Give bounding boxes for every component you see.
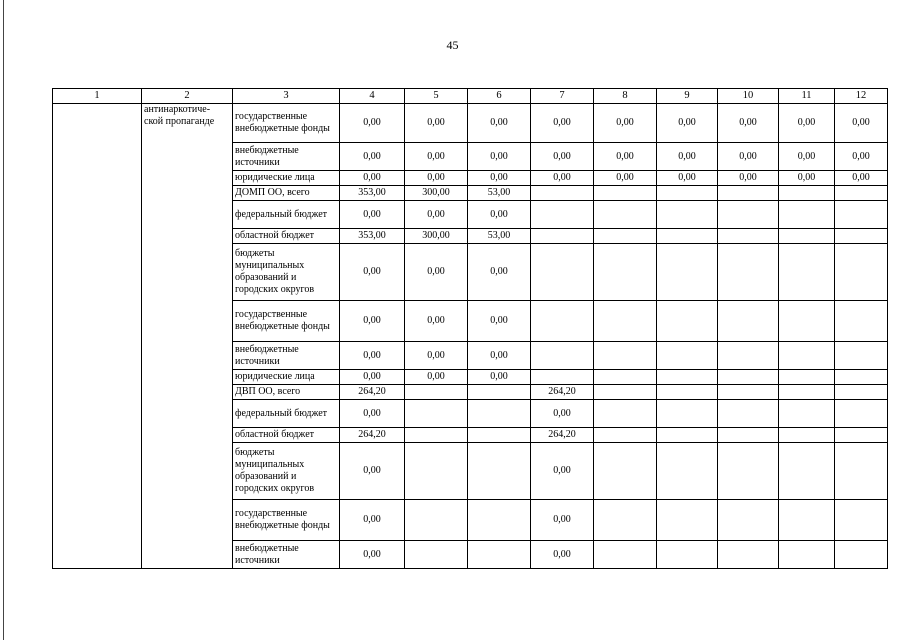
amount-cell: [657, 541, 718, 569]
amount-cell: 300,00: [405, 186, 468, 201]
amount-cell: 0,00: [405, 244, 468, 301]
amount-cell: [718, 370, 779, 385]
amount-cell: [594, 428, 657, 443]
amount-cell: [779, 541, 835, 569]
amount-cell: 0,00: [779, 104, 835, 143]
amount-cell: 0,00: [340, 143, 405, 171]
amount-cell: 0,00: [468, 143, 531, 171]
amount-cell: [657, 301, 718, 342]
amount-cell: [468, 541, 531, 569]
amount-cell: [405, 400, 468, 428]
amount-cell: 0,00: [594, 171, 657, 186]
amount-cell: [594, 229, 657, 244]
amount-cell: 0,00: [531, 143, 594, 171]
amount-cell: [531, 186, 594, 201]
amount-cell: 0,00: [531, 443, 594, 500]
amount-cell: 0,00: [594, 143, 657, 171]
funding-source-cell: бюджеты муниципальных образований и городских округов: [233, 443, 340, 500]
amount-cell: [657, 428, 718, 443]
amount-cell: [835, 342, 888, 370]
amount-cell: [779, 244, 835, 301]
funding-source-cell: ДОМП ОО, всего: [233, 186, 340, 201]
header-row: [53, 89, 888, 104]
amount-cell: [657, 186, 718, 201]
amount-cell: [594, 500, 657, 541]
amount-cell: [594, 186, 657, 201]
amount-cell: [779, 370, 835, 385]
amount-cell: [835, 400, 888, 428]
amount-cell: [718, 443, 779, 500]
amount-cell: 0,00: [340, 400, 405, 428]
amount-cell: 0,00: [340, 201, 405, 229]
column-1-cell: [53, 104, 142, 569]
amount-cell: [405, 500, 468, 541]
amount-cell: [779, 229, 835, 244]
amount-cell: 264,20: [531, 385, 594, 400]
table-row: [53, 104, 888, 143]
amount-cell: [835, 244, 888, 301]
amount-cell: 0,00: [405, 342, 468, 370]
amount-cell: [718, 541, 779, 569]
amount-cell: [594, 385, 657, 400]
amount-cell: [594, 370, 657, 385]
amount-cell: 264,20: [340, 428, 405, 443]
amount-cell: [718, 244, 779, 301]
amount-cell: [835, 428, 888, 443]
funding-source-cell: государственные внебюджетные фонды: [233, 301, 340, 342]
amount-cell: 0,00: [340, 171, 405, 186]
amount-cell: 0,00: [594, 104, 657, 143]
header-cell: 10: [718, 89, 779, 104]
amount-cell: [531, 342, 594, 370]
amount-cell: [657, 385, 718, 400]
funding-source-cell: юридические лица: [233, 171, 340, 186]
amount-cell: 0,00: [531, 400, 594, 428]
amount-cell: [835, 229, 888, 244]
amount-cell: [468, 385, 531, 400]
amount-cell: [718, 229, 779, 244]
funding-source-cell: внебюджетные источники: [233, 541, 340, 569]
amount-cell: [468, 428, 531, 443]
amount-cell: 0,00: [531, 541, 594, 569]
amount-cell: [718, 428, 779, 443]
amount-cell: [531, 201, 594, 229]
amount-cell: 264,20: [531, 428, 594, 443]
amount-cell: [835, 301, 888, 342]
amount-cell: [468, 400, 531, 428]
amount-cell: [718, 400, 779, 428]
amount-cell: 300,00: [405, 229, 468, 244]
amount-cell: 0,00: [405, 104, 468, 143]
funding-source-cell: областной бюджет: [233, 229, 340, 244]
header-cell: 11: [779, 89, 835, 104]
header-cell: 8: [594, 89, 657, 104]
amount-cell: [835, 385, 888, 400]
amount-cell: [657, 201, 718, 229]
amount-cell: [779, 428, 835, 443]
amount-cell: 0,00: [657, 171, 718, 186]
measure-name-cell: антинаркотиче- ской пропаганде: [142, 104, 233, 569]
header-cell: 9: [657, 89, 718, 104]
funding-source-cell: федеральный бюджет: [233, 400, 340, 428]
funding-source-cell: внебюджетные источники: [233, 143, 340, 171]
funding-source-cell: юридические лица: [233, 370, 340, 385]
amount-cell: 0,00: [468, 342, 531, 370]
header-cell: 5: [405, 89, 468, 104]
amount-cell: [594, 244, 657, 301]
amount-cell: 0,00: [340, 104, 405, 143]
amount-cell: 0,00: [835, 171, 888, 186]
page-left-edge: [3, 0, 4, 640]
amount-cell: [531, 229, 594, 244]
table-body: [53, 104, 888, 569]
header-cell: 7: [531, 89, 594, 104]
amount-cell: 0,00: [340, 443, 405, 500]
amount-cell: [718, 201, 779, 229]
amount-cell: [531, 244, 594, 301]
funding-source-cell: федеральный бюджет: [233, 201, 340, 229]
amount-cell: [835, 500, 888, 541]
amount-cell: 0,00: [405, 301, 468, 342]
amount-cell: 0,00: [468, 301, 531, 342]
amount-cell: 0,00: [340, 370, 405, 385]
funding-source-cell: бюджеты муниципальных образований и городских округов: [233, 244, 340, 301]
amount-cell: 0,00: [835, 104, 888, 143]
amount-cell: 0,00: [405, 201, 468, 229]
amount-cell: [779, 443, 835, 500]
amount-cell: 353,00: [340, 186, 405, 201]
amount-cell: [657, 229, 718, 244]
amount-cell: [594, 201, 657, 229]
amount-cell: 0,00: [835, 143, 888, 171]
amount-cell: 264,20: [340, 385, 405, 400]
amount-cell: [718, 385, 779, 400]
amount-cell: 0,00: [340, 342, 405, 370]
header-cell: 12: [835, 89, 888, 104]
amount-cell: [657, 500, 718, 541]
amount-cell: [594, 342, 657, 370]
amount-cell: [779, 301, 835, 342]
amount-cell: [531, 370, 594, 385]
amount-cell: 0,00: [779, 143, 835, 171]
amount-cell: 0,00: [340, 301, 405, 342]
amount-cell: 0,00: [718, 171, 779, 186]
amount-cell: [657, 400, 718, 428]
amount-cell: 53,00: [468, 229, 531, 244]
amount-cell: [718, 301, 779, 342]
amount-cell: [405, 428, 468, 443]
amount-cell: [718, 186, 779, 201]
amount-cell: 0,00: [405, 143, 468, 171]
amount-cell: 0,00: [779, 171, 835, 186]
amount-cell: 0,00: [531, 104, 594, 143]
amount-cell: 0,00: [468, 171, 531, 186]
amount-cell: 0,00: [468, 370, 531, 385]
amount-cell: [718, 342, 779, 370]
amount-cell: [779, 186, 835, 201]
amount-cell: [835, 370, 888, 385]
amount-cell: [779, 400, 835, 428]
funding-source-cell: ДВП ОО, всего: [233, 385, 340, 400]
amount-cell: [594, 443, 657, 500]
amount-cell: [835, 443, 888, 500]
amount-cell: [835, 541, 888, 569]
amount-cell: [531, 301, 594, 342]
amount-cell: 0,00: [657, 143, 718, 171]
amount-cell: [835, 186, 888, 201]
amount-cell: 353,00: [340, 229, 405, 244]
amount-cell: [405, 443, 468, 500]
amount-cell: [468, 443, 531, 500]
amount-cell: 0,00: [531, 500, 594, 541]
header-cell: 3: [233, 89, 340, 104]
amount-cell: 53,00: [468, 186, 531, 201]
header-cell: 2: [142, 89, 233, 104]
amount-cell: [468, 500, 531, 541]
amount-cell: [657, 244, 718, 301]
amount-cell: [405, 385, 468, 400]
page-number: 45: [446, 38, 459, 52]
amount-cell: 0,00: [468, 104, 531, 143]
funding-table: [52, 88, 888, 569]
amount-cell: [594, 301, 657, 342]
amount-cell: [594, 400, 657, 428]
funding-source-cell: внебюджетные источники: [233, 342, 340, 370]
amount-cell: 0,00: [340, 244, 405, 301]
amount-cell: [779, 385, 835, 400]
funding-source-cell: государственные внебюджетные фонды: [233, 104, 340, 143]
amount-cell: [835, 201, 888, 229]
amount-cell: 0,00: [468, 201, 531, 229]
amount-cell: 0,00: [718, 104, 779, 143]
amount-cell: [779, 201, 835, 229]
amount-cell: [405, 541, 468, 569]
amount-cell: 0,00: [340, 541, 405, 569]
amount-cell: 0,00: [531, 171, 594, 186]
amount-cell: 0,00: [657, 104, 718, 143]
amount-cell: 0,00: [405, 171, 468, 186]
amount-cell: 0,00: [405, 370, 468, 385]
amount-cell: [779, 342, 835, 370]
amount-cell: [779, 500, 835, 541]
amount-cell: [718, 500, 779, 541]
amount-cell: [657, 370, 718, 385]
amount-cell: [657, 443, 718, 500]
amount-cell: 0,00: [340, 500, 405, 541]
header-cell: 1: [53, 89, 142, 104]
amount-cell: 0,00: [468, 244, 531, 301]
amount-cell: [594, 541, 657, 569]
funding-source-cell: областной бюджет: [233, 428, 340, 443]
funding-source-cell: государственные внебюджетные фонды: [233, 500, 340, 541]
amount-cell: 0,00: [718, 143, 779, 171]
amount-cell: [657, 342, 718, 370]
header-cell: 4: [340, 89, 405, 104]
header-cell: 6: [468, 89, 531, 104]
